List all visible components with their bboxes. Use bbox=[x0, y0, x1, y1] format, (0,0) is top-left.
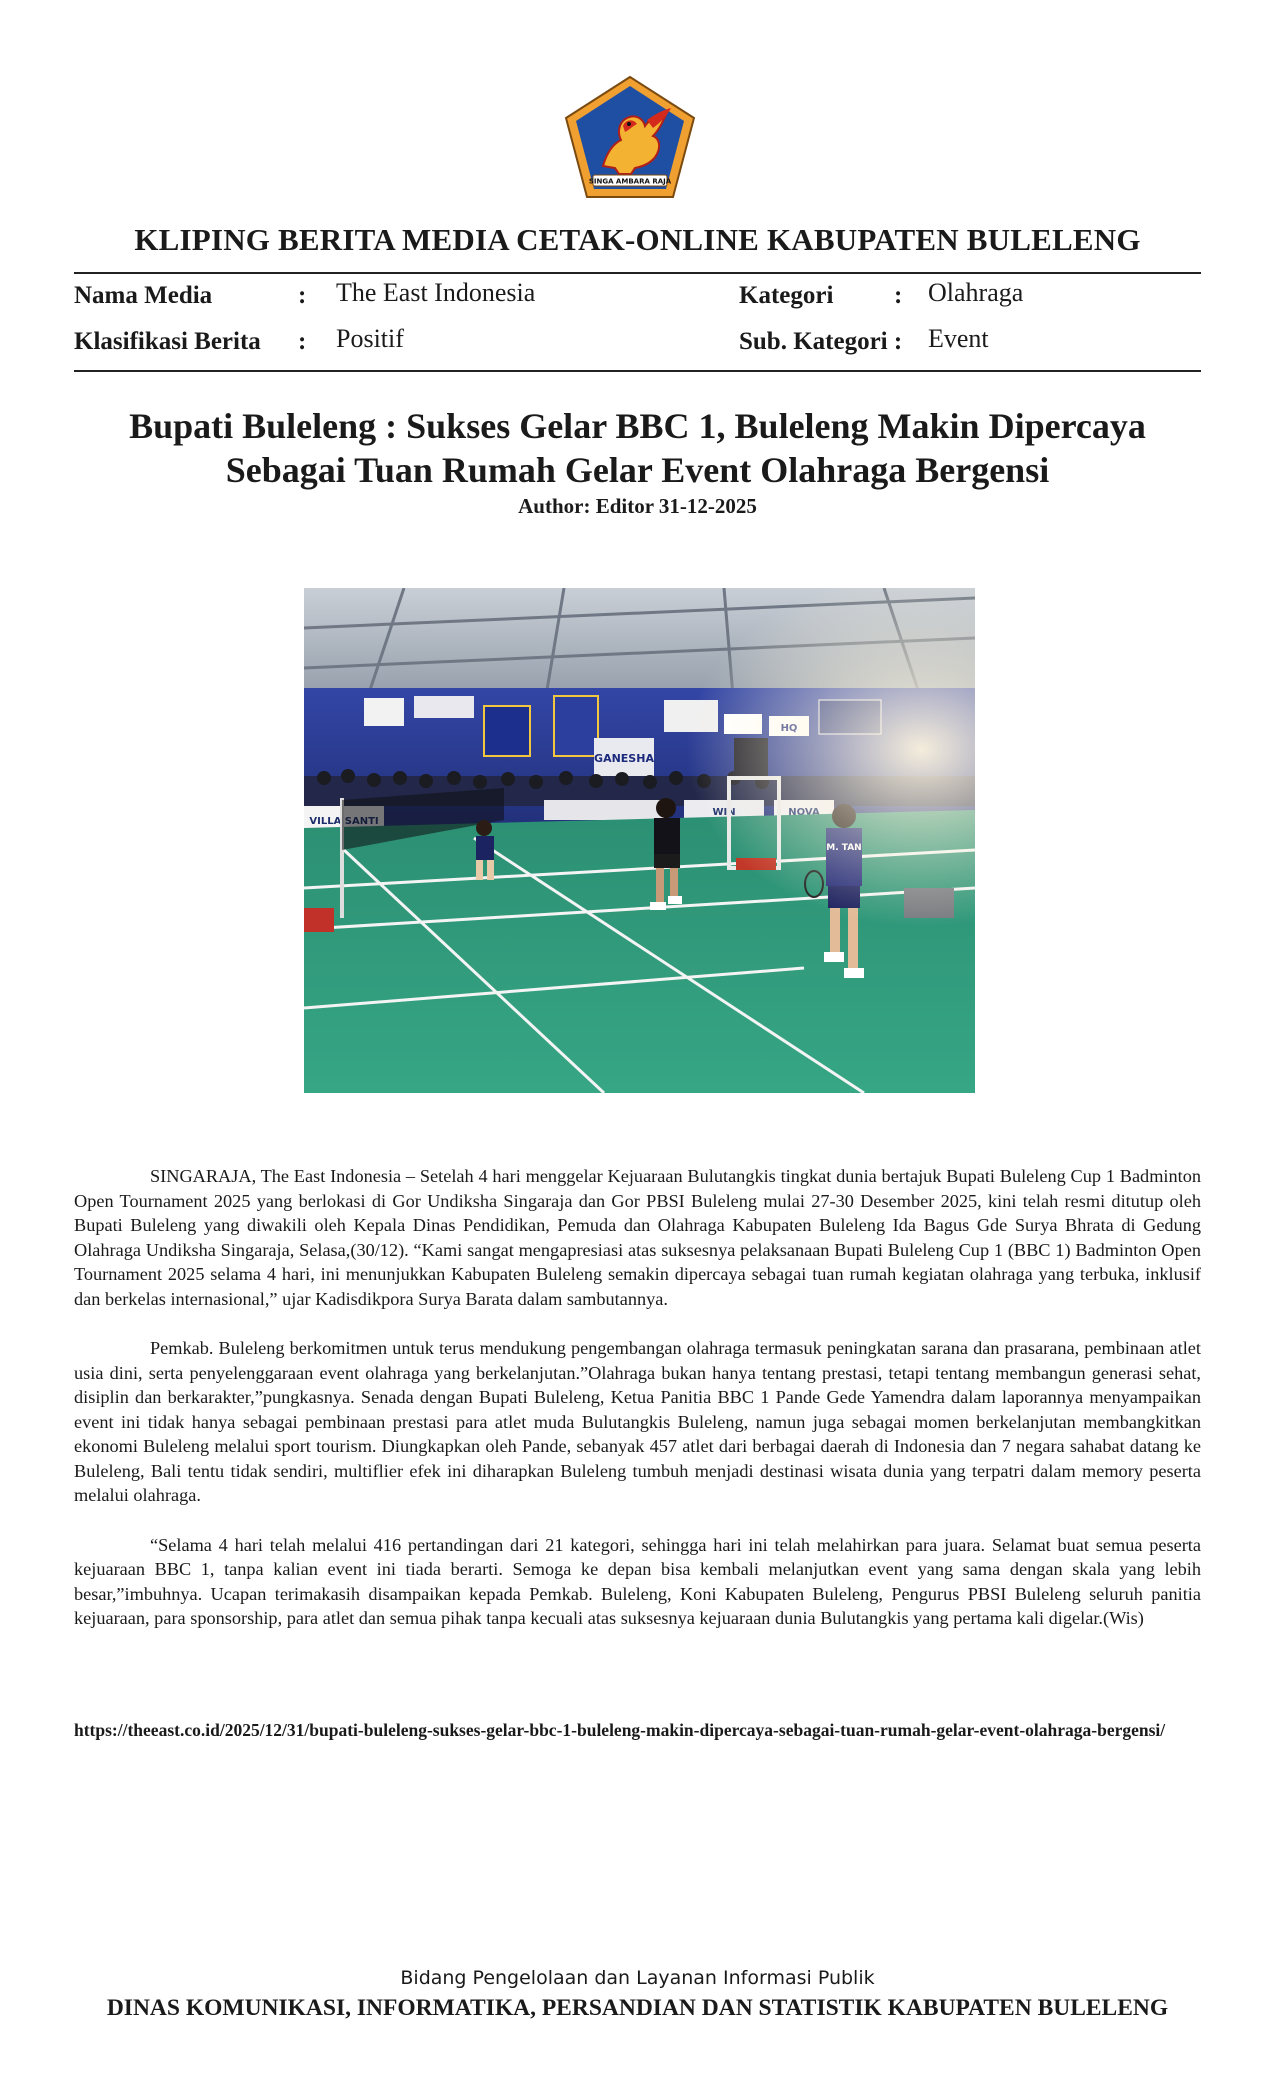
article-source-link[interactable]: https://theeast.co.id/2025/12/31/bupati-buleleng-sukses-gelar-bbc-1-buleleng-makin-dipercaya-sebagai-tuan-rumah-gelar-event-olahraga-bergensi/ bbox=[74, 1720, 1166, 1740]
meta-row-media bbox=[74, 278, 1201, 312]
article-author: Author: Editor 31-12-2025 bbox=[518, 494, 757, 518]
footer-department: Bidang Pengelolaan dan Layanan Informasi Publik bbox=[400, 1967, 875, 1989]
logo-motto-text: SINGA AMBARA RAJA bbox=[588, 177, 672, 186]
media-value: The East Indonesia bbox=[336, 278, 536, 307]
classification-label: Klasifikasi Berita bbox=[74, 328, 261, 355]
category-colon: : bbox=[894, 282, 903, 309]
category-label: Kategori bbox=[739, 282, 834, 309]
article-paragraph-2: Pemkab. Buleleng berkomitmen untuk terus mendukung pengembangan olahraga termasuk peningkatan sarana dan prasarana, pembinaan atlet usia dini, serta penyelenggaraan event olahraga yang berkelanjutan.”Olahraga bukan hanya tentang prestasi, tetapi tentang membangun generasi sehat, disiplin dan berkarakter,”pungkasnya. Senada dengan Bupati Buleleng, Ketua Panitia BBC 1 Pande Gede Yamendra dalam laporannya menyampaikan event ini tidak hanya sebagai pembinaan prestasi para atlet muda Bulutangkis Buleleng, namun juga sebagai momen berkelanjutan membangkitkan ekonomi Buleleng melalui sport tourism. Diungkapkan oleh Pande, sebanyak 457 atlet dari berbagai daerah di Indonesia dan 7 negara sahabat datang ke Buleleng, Bali tentu tidak sendiri, multiflier efek ini diharapkan Buleleng tumbuh menjadi destinasi wisata dunia yang terpatri dalam memory peserta melalui olahraga. bbox=[74, 1338, 1201, 1505]
meta-row-classification bbox=[74, 324, 1201, 358]
header-divider-top bbox=[74, 272, 1201, 274]
article-title-line2: Sebagai Tuan Rumah Gelar Event Olahraga Bergensi bbox=[225, 450, 1050, 490]
subcategory-value: Event bbox=[928, 324, 989, 353]
regency-emblem-logo bbox=[563, 74, 697, 200]
classification-value: Positif bbox=[336, 324, 404, 353]
footer-agency: DINAS KOMUNIKASI, INFORMATIKA, PERSANDIAN DAN STATISTIK KABUPATEN BULELENG bbox=[106, 1995, 1169, 2021]
article-body bbox=[74, 1164, 1201, 1656]
header-divider-bottom bbox=[74, 370, 1201, 372]
clipping-header-title: KLIPING BERITA MEDIA CETAK-ONLINE KABUPATEN BULELENG bbox=[134, 222, 1141, 257]
subcategory-label: Sub. Kategori : bbox=[739, 328, 903, 355]
media-colon: : bbox=[298, 282, 307, 309]
article-title-line1: Bupati Buleleng : Sukses Gelar BBC 1, Buleleng Makin Dipercaya bbox=[129, 406, 1146, 446]
media-label: Nama Media bbox=[74, 282, 213, 309]
classification-colon: : bbox=[298, 328, 307, 355]
article-paragraph-3: “Selama 4 hari telah melalui 416 pertandingan dari 21 kategori, sehingga hari ini telah melahirkan para juara. Selamat buat semua peserta kejuaraan BBC 1, tanpa kalian event ini tiada berarti. Semoga ke depan bisa kembali melanjutkan event yang sama dengan skala yang lebih besar,”imbuhnya. Ucapan terimakasih disampaikan kepada Pemkab. Buleleng, Koni Kabupaten Buleleng, Pengurus PBSI Buleleng seluruh panitia kejuaraan, para sponsorship, para atlet dan semua pihak tanpa kecuali atas suksesnya kejuaraan dunia Bulutangkis yang pertama kali digelar.(Wis) bbox=[74, 1534, 1201, 1628]
article-paragraph-1: SINGARAJA, The East Indonesia – Setelah 4 hari menggelar Kejuaraan Bulutangkis tingkat dunia bertajuk Bupati Buleleng Cup 1 Badminton Open Tournament 2025 yang berlokasi di Gor Undiksha Singaraja dan Gor PBSI Buleleng mulai 27-30 Desember 2025, kini telah resmi ditutup oleh Bupati Buleleng yang diwakili oleh Kepala Dinas Pendidikan, Pemuda dan Olahraga Kabupaten Buleleng Ida Bagus Gde Surya Bhrata di Gedung Olahraga Undiksha Singaraja, Selasa,(30/12). “Kami sangat mengapresiasi atas suksesnya pelaksanaan Bupati Buleleng Cup 1 (BBC 1) Badminton Open Tournament 2025 selama 4 hari, ini menunjukkan Kabupaten Buleleng semakin dipercaya sebagai tuan rumah kegiatan olahraga yang terbuka, inklusif dan berkelas internasional,” ujar Kadisdikpora Surya Barata dalam sambutannya. bbox=[74, 1166, 1201, 1309]
category-value: Olahraga bbox=[928, 278, 1024, 307]
article-photo-badminton-match bbox=[304, 588, 975, 1093]
